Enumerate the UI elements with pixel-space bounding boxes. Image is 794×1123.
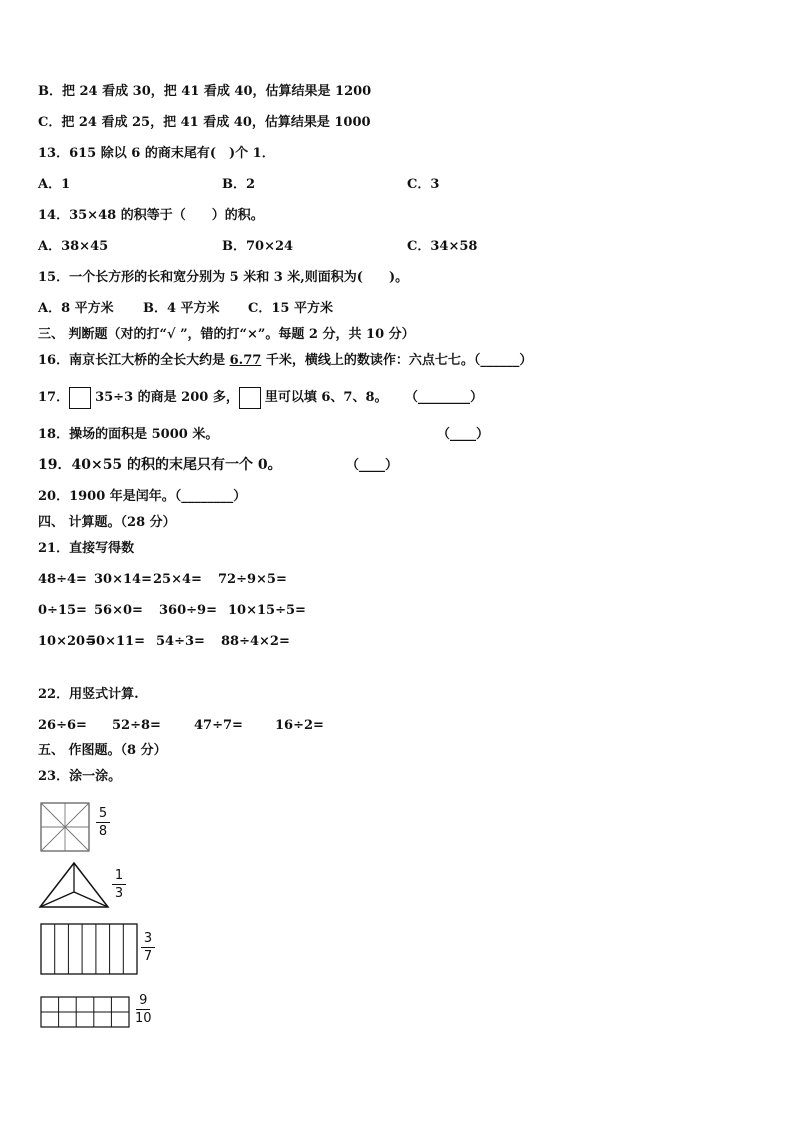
q17-middle: 35÷3 的商是 200 多， bbox=[95, 390, 239, 405]
section-3-title: 三、 判断题（对的打“√ ”，错的打“×”。每题 2 分，共 10 分） bbox=[38, 327, 415, 342]
q17 bbox=[38, 386, 388, 410]
q21-problem: 360÷9= bbox=[159, 603, 217, 618]
q15-option-a: A．8 平方米 bbox=[38, 301, 114, 316]
fraction-denominator: 8 bbox=[98, 824, 108, 839]
fraction-numerator: 5 bbox=[98, 806, 108, 821]
q21-problem: 30×14= bbox=[94, 572, 152, 587]
grid-tenths-figure[interactable] bbox=[40, 996, 130, 1028]
q14-option-c: C．34×58 bbox=[407, 239, 478, 254]
fraction-denominator: 10 bbox=[135, 1011, 152, 1026]
q16-underlined-number: 6.77 bbox=[229, 353, 262, 368]
q19-answer-blank[interactable]: （____） bbox=[346, 458, 399, 473]
q18-stem: 18．操场的面积是 5000 米。 bbox=[38, 427, 219, 442]
q13-option-a: A．1 bbox=[38, 177, 71, 192]
fraction-9-10 bbox=[135, 993, 152, 1026]
q13-stem: 13．615 除以 6 的商末尾有( )个 1． bbox=[38, 146, 275, 161]
fraction-3-7 bbox=[141, 931, 155, 964]
q13-option-b: B．2 bbox=[222, 177, 256, 192]
q12-option-c: C．把 24 看成 25，把 41 看成 40，估算结果是 1000 bbox=[38, 115, 371, 130]
q17-number: 17． bbox=[38, 390, 70, 405]
q14-stem: 14．35×48 的积等于（ ）的积。 bbox=[38, 208, 264, 223]
fraction-denominator: 3 bbox=[114, 886, 124, 901]
q22-problem: 26÷6= bbox=[38, 718, 87, 733]
square-eighths-figure[interactable] bbox=[40, 802, 90, 852]
q21-problem: 54÷3= bbox=[156, 634, 205, 649]
q21-stem: 21．直接写得数 bbox=[38, 541, 135, 556]
section-5-title: 五、 作图题。（8 分） bbox=[38, 743, 167, 758]
rectangle-sevenths-figure[interactable] bbox=[40, 923, 138, 975]
q12-option-b: B．把 24 看成 30，把 41 看成 40，估算结果是 1200 bbox=[38, 84, 372, 99]
q21-problem: 88÷4×2= bbox=[221, 634, 290, 649]
q21-problem: 56×0= bbox=[94, 603, 143, 618]
section-4-title: 四、 计算题。（28 分） bbox=[38, 515, 176, 530]
fraction-numerator: 1 bbox=[114, 868, 124, 883]
triangle-thirds-figure[interactable] bbox=[38, 861, 110, 909]
q21-problem: 48÷4= bbox=[38, 572, 87, 587]
q17-box-2[interactable] bbox=[239, 387, 261, 409]
q17-box-1[interactable] bbox=[69, 387, 91, 409]
q15-stem: 15．一个长方形的长和宽分别为 5 米和 3 米,则面积为( )。 bbox=[38, 270, 409, 285]
q13-option-c: C．3 bbox=[407, 177, 440, 192]
q20-stem: 20．1900 年是闰年。（________） bbox=[38, 489, 247, 504]
q22-problem: 47÷7= bbox=[194, 718, 243, 733]
q21-problem: 25×4= bbox=[153, 572, 202, 587]
q19-stem: 19．40×55 的积的末尾只有一个 0。 bbox=[38, 457, 282, 473]
fraction-1-3 bbox=[112, 868, 126, 901]
q21-problem: 72÷9×5= bbox=[218, 572, 287, 587]
fraction-5-8 bbox=[96, 806, 110, 839]
q14-option-b: B．70×24 bbox=[222, 239, 294, 254]
q21-problem: 10×20= bbox=[38, 634, 96, 649]
q16-post: 千米，横线上的数读作：六点七七。（______） bbox=[261, 353, 533, 368]
q18-answer-blank[interactable]: （____） bbox=[437, 427, 490, 442]
q21-problem: 10×15÷5= bbox=[228, 603, 306, 618]
q16 bbox=[38, 353, 532, 369]
fraction-numerator: 9 bbox=[139, 993, 148, 1008]
q17-post: 里可以填 6、7、8。 bbox=[264, 390, 388, 405]
q17-answer-blank[interactable]: （________） bbox=[405, 390, 484, 405]
q14-option-a: A．38×45 bbox=[38, 239, 109, 254]
q22-problem: 16÷2= bbox=[275, 718, 324, 733]
q21-problem: 0÷15= bbox=[38, 603, 87, 618]
q21-problem: 50×11= bbox=[87, 634, 145, 649]
q16-pre: 16．南京长江大桥的全长大约是 bbox=[38, 353, 230, 368]
q22-problem: 52÷8= bbox=[112, 718, 161, 733]
q15-option-b: B．4 平方米 bbox=[143, 301, 220, 316]
fraction-numerator: 3 bbox=[143, 931, 153, 946]
q23-stem: 23．涂一涂。 bbox=[38, 769, 122, 784]
q22-stem: 22．用竖式计算. bbox=[38, 687, 139, 702]
fraction-denominator: 7 bbox=[143, 949, 153, 964]
q15-option-c: C．15 平方米 bbox=[248, 301, 333, 316]
